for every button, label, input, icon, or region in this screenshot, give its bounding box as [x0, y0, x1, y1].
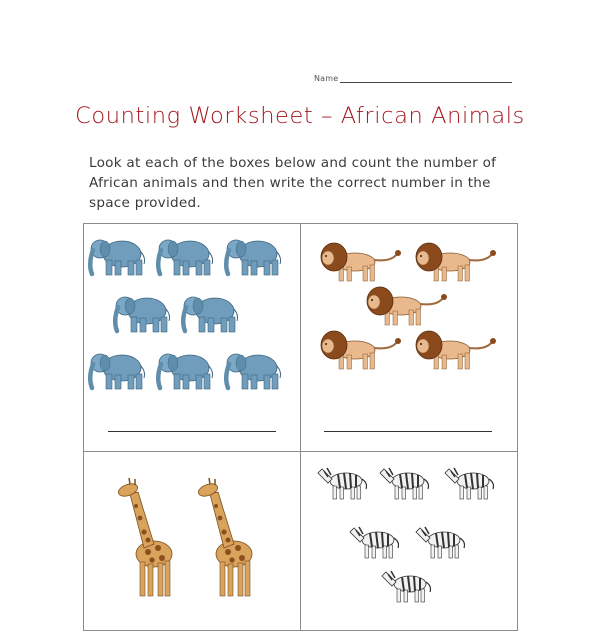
- zebra-icon: [443, 465, 499, 501]
- zebra-icon: [316, 465, 372, 501]
- lion-icon: [416, 330, 498, 372]
- lion-icon: [321, 242, 403, 284]
- elephant-icon: [228, 234, 288, 276]
- elephant-icon: [160, 234, 220, 276]
- giraffe-icon: [118, 476, 180, 600]
- zebra-icon: [414, 524, 470, 560]
- lion-icon: [367, 286, 449, 328]
- name-blank-line[interactable]: [340, 74, 512, 83]
- lion-icon: [321, 330, 403, 372]
- elephant-icon: [228, 348, 288, 390]
- zebra-icon: [380, 568, 436, 604]
- elephant-icon: [185, 291, 245, 333]
- zebra-icon: [348, 524, 404, 560]
- lion-icon: [416, 242, 498, 284]
- name-field[interactable]: [314, 74, 512, 83]
- box-giraffes: [83, 451, 301, 631]
- worksheet-title: Counting Worksheet – African Animals: [75, 103, 525, 129]
- giraffe-icon: [198, 476, 260, 600]
- elephant-icon: [160, 348, 220, 390]
- lion-answer-line[interactable]: [324, 431, 492, 432]
- elephant-icon: [92, 234, 152, 276]
- elephant-answer-line[interactable]: [108, 431, 276, 432]
- elephant-icon: [117, 291, 177, 333]
- zebra-icon: [378, 465, 434, 501]
- name-label: Name: [314, 74, 339, 83]
- elephant-icon: [92, 348, 152, 390]
- instructions-text: Look at each of the boxes below and count the number of African animals and then write the correct number in the space provided.: [89, 155, 497, 211]
